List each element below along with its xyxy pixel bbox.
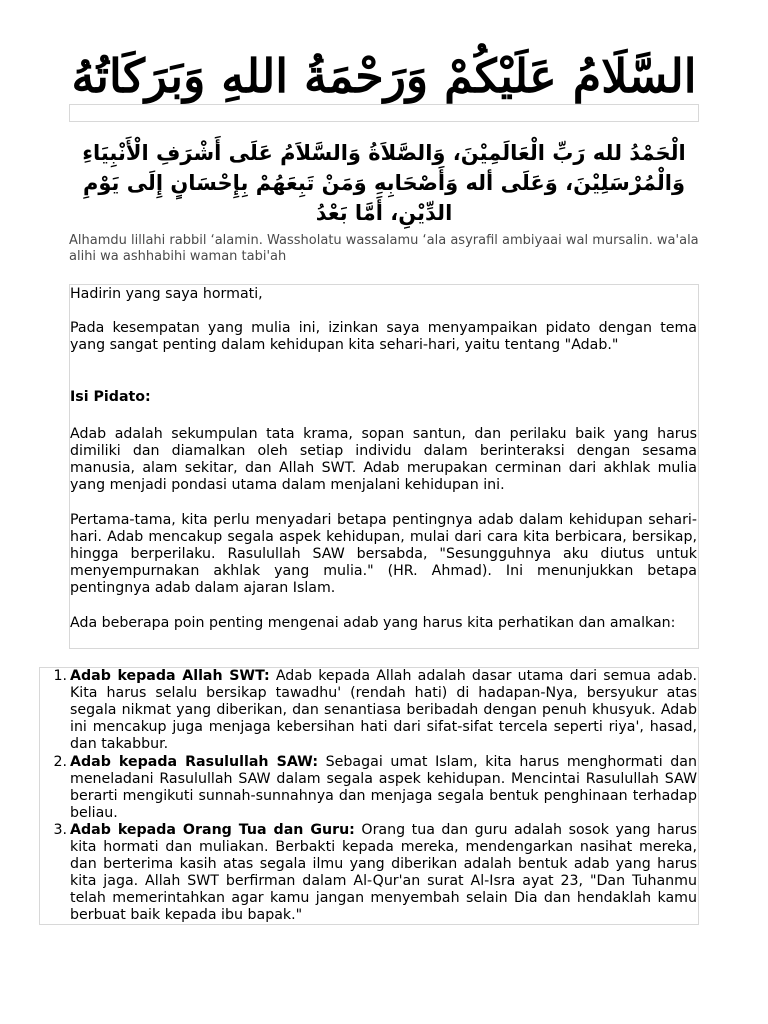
list-item-title: Adab kepada Orang Tua dan Guru: [70,822,355,838]
list-number: 2. [53,754,67,770]
section-heading [70,389,697,406]
greeting: Hadirin yang saya hormati, [70,286,263,302]
list-number: 3. [53,822,67,838]
list-item-text: Sebagai umat Islam, kita harus menghormati dan meneladani Rasulullah SAW dalam segala aspek kehidupan. Mencintai Rasulullah SAW berarti mengikuti sunnah-sunnahnya dan menjaga segala bentuk penghinaan terhadap beliau. [70,754,697,821]
calligraphy-text: السَّلَامُ عَلَيْكُمْ وَرَحْمَةُ اللهِ وَبَرَكَاتُهُ [71,49,697,103]
list-item-title: Adab kepada Allah SWT: [70,668,270,684]
arabic-opening: الْحَمْدُ لله رَبِّ الْعَالَمِيْنَ، وَالصَّلاَةُ وَالسَّلاَمُ عَلَى أَشْرَفِ الْأَنْبِيَاءِ وَالْمُرْسَلِيْنَ، وَعَلَى أله وَأَصْحَابِهِ وَمَنْ تَبِعَهُمْ بِإِحْسَانٍ إِلَى يَوْمِ الدِّيْنِ، أَمَّا بَعْدُ [82,141,686,225]
list-item [53,754,697,822]
list-item [53,668,697,753]
list-item-text: Orang tua dan guru adalah sosok yang harus kita hormati dan muliakan. Berbakti kepada mereka, mendengarkan nasihat mereka, dan berterima kasih atas segala ilmu yang diberikan adalah bentuk adab yang harus kita jaga. Allah SWT berfirman dalam Al-Qur'an surat Al-Isra ayat 23, "Dan Tuhanmu telah memerintahkan agar kamu jangan menyembah selain Dia dan hendaklah kamu berbuat baik kepada ibu bapak." [70,822,697,923]
list-item [53,822,697,924]
intro-paragraph: Pada kesempatan yang mulia ini, izinkan saya menyampaikan pidato dengan tema yang sangat penting dalam kehidupan kita sehari-hari, yaitu tentang "Adab." [70,320,697,353]
transliteration: Alhamdu lillahi rabbil ‘alamin. Wassholatu wassalamu ‘ala asyrafil ambiyaai wal mursalin. wa'ala alihi wa ashhabihi waman tabi'ah [69,233,699,264]
paragraph-2: Pertama-tama, kita perlu menyadari betapa pentingnya adab dalam kehidupan sehari-hari. Adab mencakup segala aspek kehidupan, mulai dari cara kita berbicara, bersikap, hingga berperilaku. Rasulullah SAW bersabda, "Sesungguhnya aku diutus untuk menyempurnakan akhlak yang mulia." (HR. Ahmad). Ini menunjukkan betapa pentingnya adab dalam ajaran Islam. [70,512,697,596]
section-heading-text: Isi Pidato: [70,389,151,405]
list-number: 1. [53,668,67,684]
list-item-text: Adab kepada Allah adalah dasar utama dari semua adab. Kita harus selalu bersikap tawadhu' (rendah hati) di hadapan-Nya, bersyukur atas segala nikmat yang diberikan, dan senantiasa beribadah dengan penuh khusyuk. Adab ini mencakup juga menjaga kebersihan hati dari sifat-sifat tercela seperti riya', hasad, dan takabbur. [70,668,697,752]
paragraph-3: Ada beberapa poin penting mengenai adab yang harus kita perhatikan dan amalkan: [70,615,676,631]
paragraph-1: Adab adalah sekumpulan tata krama, sopan santun, dan perilaku baik yang harus dimiliki dan diamalkan oleh setiap individu dalam berinteraksi dengan sesama manusia, alam sekitar, dan Allah SWT. Adab merupakan cerminan dari akhlak mulia yang menjadi pondasi utama dalam menjalani kehidupan ini. [70,426,697,493]
header-rule-box [69,104,699,122]
list-item-title: Adab kepada Rasulullah SAW: [70,754,319,770]
